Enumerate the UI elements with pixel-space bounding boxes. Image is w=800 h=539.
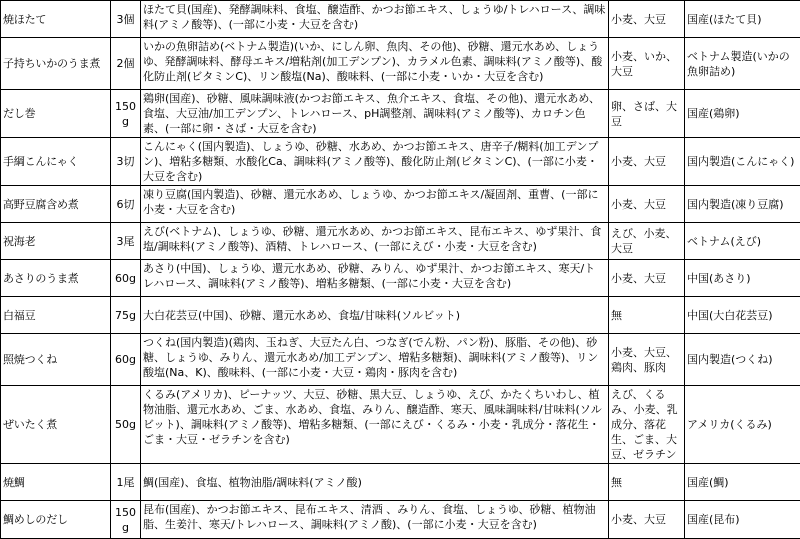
table-row: [1, 90, 800, 138]
table-row: [1, 501, 800, 539]
product-name: 手綱こんにゃく: [1, 138, 111, 186]
product-ingredients: 凍り豆腐(国内製造)、砂糖、還元水あめ、しょうゆ、かつお節エキス/凝固剤、重曹、(一部に小麦・大豆を含む): [141, 186, 609, 223]
table-row: [1, 38, 800, 90]
product-ingredients: あさり(中国)、しょうゆ、還元水あめ、砂糖、みりん、ゆず果汁、かつお節エキス、寒天/トレハロース、調味料(アミノ酸等)、増粘多糖類、(一部に小麦・大豆を含む): [141, 260, 609, 297]
product-allergens: 無: [609, 297, 685, 334]
product-ingredients: 鯛(国産)、食塩、植物油脂/調味料(アミノ酸): [141, 464, 609, 501]
product-name: 白福豆: [1, 297, 111, 334]
product-ingredients: 昆布(国産)、かつお節エキス、昆布エキス、清酒 、みりん、食塩、しょうゆ、砂糖、植物油脂、生姜汁、寒天/トレハロース、調味料(アミノ酸)、(一部に小麦・大豆を含む): [141, 501, 609, 539]
product-quantity: 1尾: [111, 464, 141, 501]
product-quantity: 3個: [111, 1, 141, 38]
product-origin: 国産(昆布): [685, 501, 800, 539]
table-row: [1, 260, 800, 297]
product-allergens: 小麦、大豆: [609, 138, 685, 186]
table-row: [1, 223, 800, 260]
product-name: ぜいたく煮: [1, 386, 111, 464]
product-allergens: 小麦、大豆: [609, 186, 685, 223]
product-ingredients: 鶏卵(国産)、砂糖、風味調味液(かつお節エキス、魚介エキス、食塩、その他)、還元水あめ、食塩、大豆油/加工デンプン、トレハロース、pH調整剤、調味料(アミノ酸等)、カロチン色素、(一部に卵・さば・大豆を含む): [141, 90, 609, 138]
product-allergens: 小麦、いか、大豆: [609, 38, 685, 90]
product-origin: ベトナム(えび): [685, 223, 800, 260]
product-quantity: 75g: [111, 297, 141, 334]
product-allergens: 卵、さば、大豆: [609, 90, 685, 138]
table-row: [1, 297, 800, 334]
product-origin: 国産(鯛): [685, 464, 800, 501]
product-quantity: 3尾: [111, 223, 141, 260]
product-allergens: 小麦、大豆: [609, 260, 685, 297]
table-row: [1, 386, 800, 464]
product-ingredients: くるみ(アメリカ)、ピーナッツ、大豆、砂糖、黒大豆、しょうゆ、えび、かたくちいわし、植物油脂、還元水あめ、ごま、水あめ、食塩、みりん、醸造酢、寒天、風味調味料/甘味料(ソルビット)、調味料(アミノ酸等)、増粘多糖類、(一部にえび・くるみ・小麦・乳成分・落花生・ごま・大豆・ゼラチンを含む): [141, 386, 609, 464]
product-allergens: 小麦、大豆: [609, 1, 685, 38]
product-allergens: 小麦、大豆: [609, 501, 685, 539]
product-allergens: 小麦、大豆、鶏肉、豚肉: [609, 334, 685, 386]
product-quantity: 150g: [111, 501, 141, 539]
product-allergens: えび、くるみ、小麦、乳成分、落花生、ごま、大豆、ゼラチン: [609, 386, 685, 464]
product-origin: アメリカ(くるみ): [685, 386, 800, 464]
product-origin: 国産(ほたて貝): [685, 1, 800, 38]
product-allergens: えび、小麦、大豆: [609, 223, 685, 260]
table-row: [1, 138, 800, 186]
product-quantity: 6切: [111, 186, 141, 223]
product-allergens: 無: [609, 464, 685, 501]
product-quantity: 60g: [111, 260, 141, 297]
product-name: 鯛めしのだし: [1, 501, 111, 539]
product-name: だし巻: [1, 90, 111, 138]
product-origin: 中国(あさり): [685, 260, 800, 297]
product-name: 高野豆腐含め煮: [1, 186, 111, 223]
product-ingredients: えび(ベトナム)、しょうゆ、砂糖、還元水あめ、かつお節エキス、昆布エキス、ゆず果汁、食塩/調味料(アミノ酸等)、酒精、トレハロース、(一部にえび・小麦・大豆を含む): [141, 223, 609, 260]
product-origin: ベトナム製造(いかの魚卵詰め): [685, 38, 800, 90]
product-name: 焼ほたて: [1, 1, 111, 38]
product-origin: 国内製造(つくね): [685, 334, 800, 386]
product-quantity: 2個: [111, 38, 141, 90]
product-ingredients: 大白花芸豆(中国)、砂糖、還元水あめ、食塩/甘味料(ソルビット): [141, 297, 609, 334]
product-quantity: 50g: [111, 386, 141, 464]
table-row: [1, 186, 800, 223]
product-name: 子持ちいかのうま煮: [1, 38, 111, 90]
product-origin: 国内製造(凍り豆腐): [685, 186, 800, 223]
table-row: [1, 334, 800, 386]
product-table-body: [1, 1, 800, 539]
product-origin: 中国(大白花芸豆): [685, 297, 800, 334]
product-quantity: 150g: [111, 90, 141, 138]
table-row: [1, 464, 800, 501]
product-name: あさりのうま煮: [1, 260, 111, 297]
product-ingredients: いかの魚卵詰め(ベトナム製造)(いか、にしん卵、魚肉、その他)、砂糖、還元水あめ、しょうゆ、発酵調味料、酵母エキス/増粘剤(加工デンプン)、カラメル色素、調味料(アミノ酸等)、酸化防止剤(ビタミンC)、リン酸塩(Na)、酸味料、(一部に小麦・いか・大豆を含む): [141, 38, 609, 90]
product-quantity: 3切: [111, 138, 141, 186]
product-ingredients: こんにゃく(国内製造)、しょうゆ、砂糖、水あめ、かつお節エキス、唐辛子/糊料(加工デンプン)、増粘多糖類、水酸化Ca、調味料(アミノ酸等)、酸化防止剤(ビタミンC)、(一部に小麦・大豆を含む): [141, 138, 609, 186]
table-row: [1, 1, 800, 38]
product-name: 照焼つくね: [1, 334, 111, 386]
product-origin: 国内製造(こんにゃく): [685, 138, 800, 186]
product-ingredients: ほたて貝(国産)、発酵調味料、食塩、醸造酢、かつお節エキス、しょうゆ/トレハロース、調味料(アミノ酸等)、(一部に小麦・大豆を含む): [141, 1, 609, 38]
product-name: 焼鯛: [1, 464, 111, 501]
product-origin: 国産(鶏卵): [685, 90, 800, 138]
product-name: 祝海老: [1, 223, 111, 260]
product-ingredients: つくね(国内製造)(鶏肉、玉ねぎ、大豆たん白、つなぎ(でん粉、パン粉)、豚脂、その他)、砂糖、しょうゆ、みりん、還元水あめ/加工デンプン、増粘多糖類)、調味料(アミノ酸等)、リン酸塩(Na、K)、酸味料、(一部に小麦・大豆・鶏肉・豚肉を含む): [141, 334, 609, 386]
product-quantity: 60g: [111, 334, 141, 386]
